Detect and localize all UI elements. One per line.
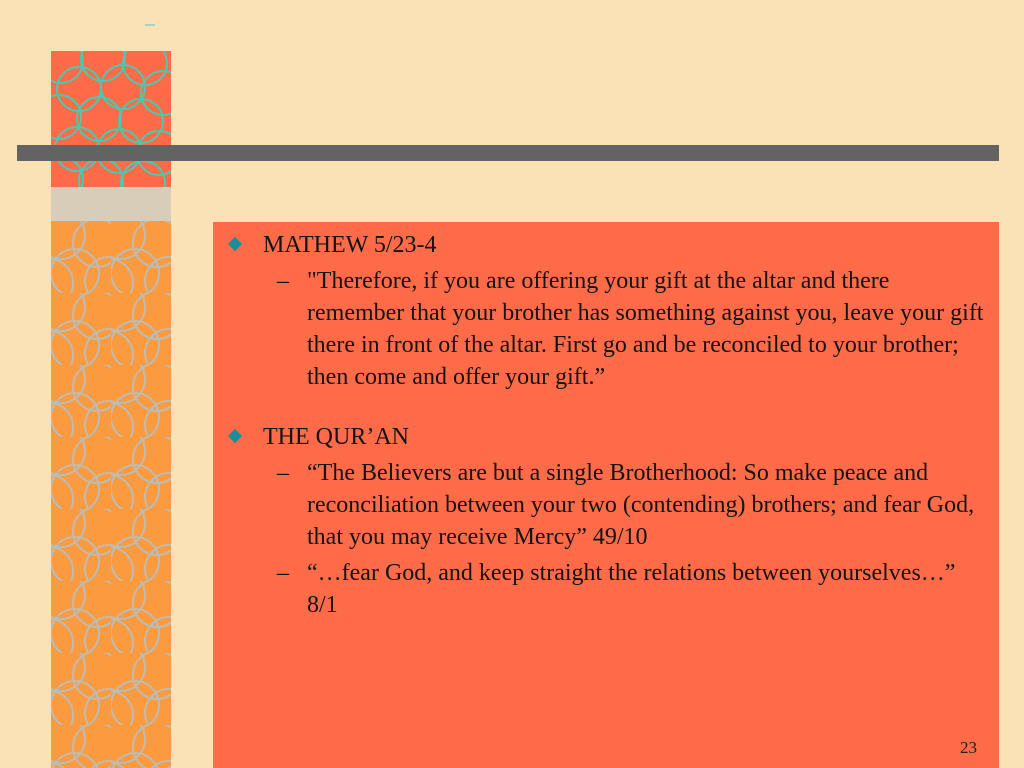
teal-rings-pattern	[51, 51, 171, 187]
decorative-tick	[145, 24, 155, 26]
bullet-section-quran	[213, 421, 989, 621]
sub-bullet-text: “…fear God, and keep straight the relations between yourselves…” 8/1	[307, 560, 956, 618]
dash-bullet-icon: –	[277, 268, 289, 294]
sub-bullet-text: "Therefore, if you are offering your gift at the altar and there remember that your brother has something against you, leave your gift there in front of the altar. First go and be reconciled to your brother; then come and offer your gift.”	[307, 268, 984, 390]
diamond-bullet-icon	[228, 429, 242, 443]
circle-pattern-bottom	[51, 221, 171, 768]
grey-rings-pattern	[51, 221, 171, 768]
slide-page-number: 23	[960, 738, 977, 757]
pattern-divider-band	[51, 187, 171, 221]
sub-bullet-item	[263, 557, 989, 621]
dash-bullet-icon: –	[277, 560, 289, 586]
diamond-bullet-icon	[228, 237, 242, 251]
bullet-section-mathew	[213, 229, 989, 393]
sub-bullet-text: “The Believers are but a single Brotherhood: So make peace and reconciliation between your two (contending) brothers; and fear God, that you may receive Mercy” 49/10	[307, 460, 975, 550]
section-heading: MATHEW 5/23-4	[263, 232, 437, 258]
section-heading: THE QUR’AN	[263, 424, 409, 450]
sub-bullet-item	[263, 265, 989, 393]
bullet-list	[213, 229, 989, 621]
header-divider-bar	[17, 145, 999, 161]
circle-pattern-top	[51, 51, 171, 187]
dash-bullet-icon: –	[277, 460, 289, 486]
sub-bullet-item	[263, 457, 989, 553]
